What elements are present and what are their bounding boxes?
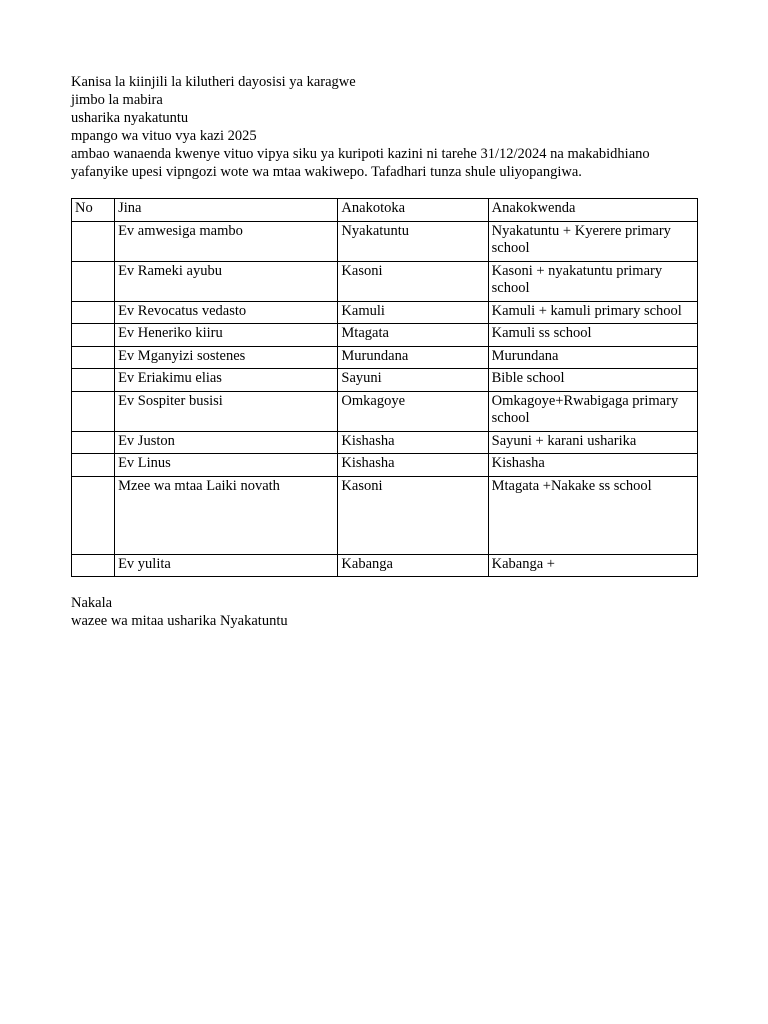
cell-anakotoka: Kishasha	[338, 431, 488, 454]
table-row	[72, 301, 698, 324]
cell-jina: Ev amwesiga mambo	[115, 221, 338, 261]
district-name: jimbo la mabira	[71, 92, 163, 108]
cell-anakokwenda: Nyakatuntu + Kyerere primary school	[488, 221, 697, 261]
cell-anakokwenda: Murundana	[488, 346, 697, 369]
cell-no	[72, 431, 115, 454]
cell-no	[72, 221, 115, 261]
cell-anakokwenda: Kabanga +	[488, 554, 697, 577]
cell-anakotoka: Omkagoye	[338, 391, 488, 431]
cell-no	[72, 301, 115, 324]
parish-name: usharika nyakatuntu	[71, 110, 189, 126]
cell-anakokwenda: Omkagoye+Rwabigaga primary school	[488, 391, 697, 431]
table-row	[72, 454, 698, 477]
header-anakotoka: Anakotoka	[338, 199, 488, 222]
cell-no	[72, 324, 115, 347]
cell-jina: Mzee wa mtaa Laiki novath	[115, 476, 338, 554]
cell-anakotoka: Sayuni	[338, 369, 488, 392]
church-name: Kanisa la kiinjili la kilutheri dayosisi ya karagwe	[71, 74, 356, 90]
table-row	[72, 431, 698, 454]
cell-anakotoka: Murundana	[338, 346, 488, 369]
cell-jina: Ev Mganyizi sostenes	[115, 346, 338, 369]
cell-no	[72, 346, 115, 369]
table-row	[72, 391, 698, 431]
cell-jina: Ev yulita	[115, 554, 338, 577]
cell-jina: Ev Heneriko kiiru	[115, 324, 338, 347]
cell-anakokwenda: Bible school	[488, 369, 697, 392]
cell-anakotoka: Kishasha	[338, 454, 488, 477]
cell-no	[72, 554, 115, 577]
footer	[71, 594, 698, 630]
cell-jina: Ev Juston	[115, 431, 338, 454]
table-row	[72, 346, 698, 369]
cell-no	[72, 261, 115, 301]
table-row	[72, 476, 698, 554]
cell-no	[72, 369, 115, 392]
cell-anakokwenda: Kamuli ss school	[488, 324, 697, 347]
table-row	[72, 261, 698, 301]
cell-anakokwenda: Kamuli + kamuli primary school	[488, 301, 697, 324]
cell-no	[72, 476, 115, 554]
cell-jina: Ev Eriakimu elias	[115, 369, 338, 392]
intro-paragraph: ambao wanaenda kwenye vituo vipya siku ya kuripoti kazini ni tarehe 31/12/2024 na makabidhiano yafanyike upesi vipngozi wote wa mtaa wakiwepo. Tafadhari tunza shule uliyopangiwa.	[71, 146, 650, 180]
header-anakokwenda: Anakokwenda	[488, 199, 697, 222]
cell-jina: Ev Linus	[115, 454, 338, 477]
table-row	[72, 324, 698, 347]
cell-anakotoka: Kamuli	[338, 301, 488, 324]
cell-anakotoka: Kasoni	[338, 261, 488, 301]
header-no: No	[72, 199, 115, 222]
cell-anakokwenda: Sayuni + karani usharika	[488, 431, 697, 454]
table-row	[72, 554, 698, 577]
copy-label: Nakala	[71, 595, 113, 611]
cell-no	[72, 454, 115, 477]
document-body	[71, 73, 698, 630]
cell-anakokwenda: Kasoni + nyakatuntu primary school	[488, 261, 697, 301]
copy-recipients: wazee wa mitaa usharika Nyakatuntu	[71, 613, 288, 629]
table-row	[72, 369, 698, 392]
table-header-row	[72, 199, 698, 222]
cell-no	[72, 391, 115, 431]
cell-anakokwenda: Kishasha	[488, 454, 697, 477]
cell-anakokwenda: Mtagata +Nakake ss school	[488, 476, 697, 554]
cell-jina: Ev Revocatus vedasto	[115, 301, 338, 324]
cell-jina: Ev Rameki ayubu	[115, 261, 338, 301]
document-title: mpango wa vituo vya kazi 2025	[71, 128, 257, 144]
header-jina: Jina	[115, 199, 338, 222]
cell-anakotoka: Nyakatuntu	[338, 221, 488, 261]
assignments-table	[71, 198, 698, 577]
cell-anakotoka: Mtagata	[338, 324, 488, 347]
table-row	[72, 221, 698, 261]
cell-jina: Ev Sospiter busisi	[115, 391, 338, 431]
cell-anakotoka: Kabanga	[338, 554, 488, 577]
cell-anakotoka: Kasoni	[338, 476, 488, 554]
